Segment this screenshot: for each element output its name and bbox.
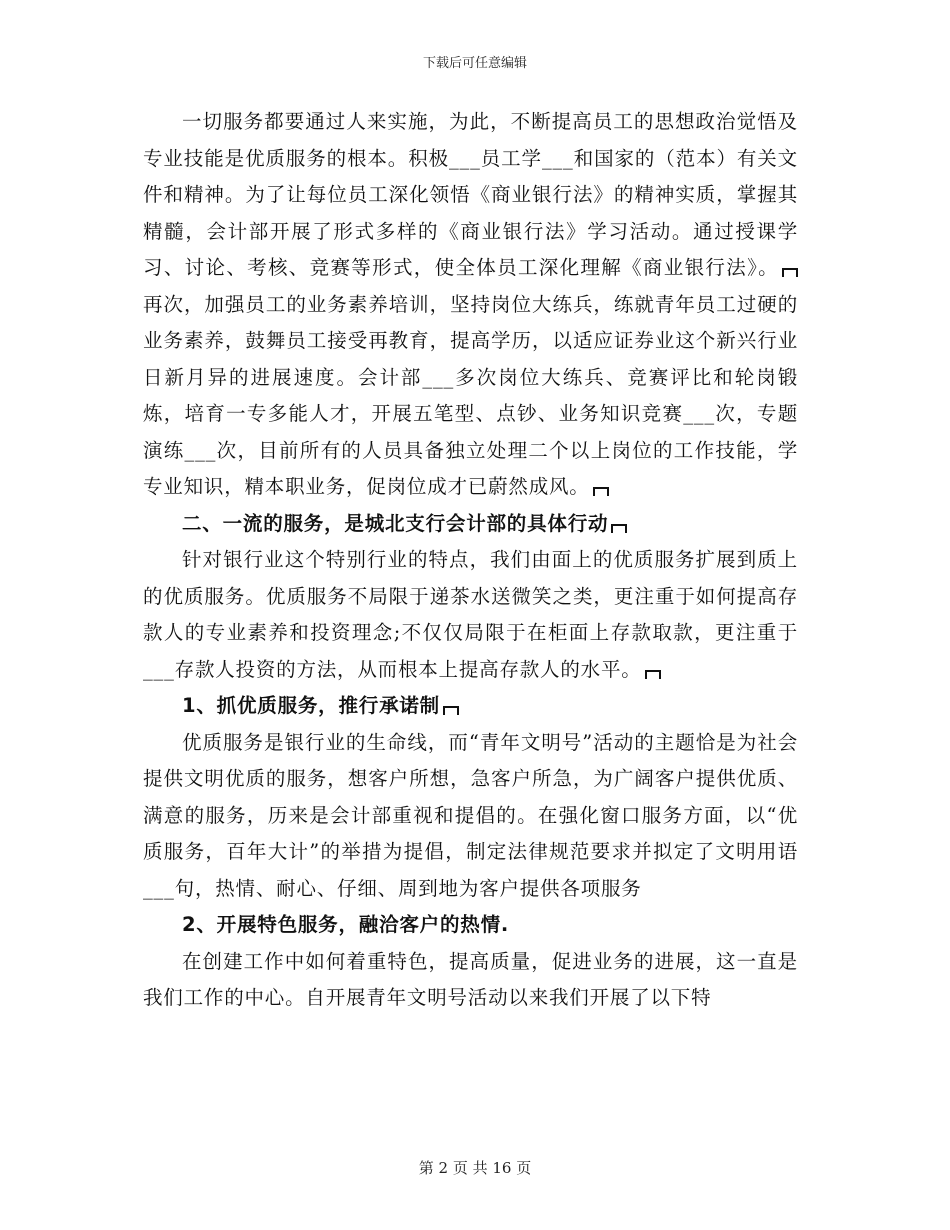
paragraph-text: 一切服务都要通过人来实施，为此，不断提高员工的思想政治觉悟及专业技能是优质服务的根本。积极___员工学___和国家的（范本）有关文件和精神。为了让每位员工深化领悟《商业银行法》的精神实质，掌握其精髓，会计部开展了形式多样的《商业银行法》学习活动。通过授课学习、讨论、考核、竞赛等形式，使全体员工深化理解《商业银行法》。 — [143, 110, 798, 279]
page-number: 第 2 页 共 16 页 — [418, 1159, 532, 1177]
paragraph-text: 在创建工作中如何着重特色，提高质量，促进业务的进展，这一直是我们工作的中心。自开展青年文明号活动以来我们开展了以下特 — [143, 949, 798, 1009]
heading-text: 2、开展特色服务，融洽客户的热情. — [182, 913, 510, 936]
section-heading-commitment — [143, 688, 798, 725]
document-body — [143, 104, 798, 1017]
paragraph-text: 优质服务是银行业的生命线，而“青年文明号”活动的主题恰是为社会提供文明优质的服务，想客户所想，急客户所急，为广阔客户提供优质、满意的服务，历来是会计部重视和提倡的。在强化窗口服务方面，以“优质服务，百年大计”的举措为提倡，制定法律规范要求并拟定了文明用语___句，热情、耐心、仔细、周到地为客户提供各项服务 — [143, 730, 798, 900]
heading-text: 二、一流的服务，是城北支行会计部的具体行动 — [182, 511, 609, 535]
paragraph-text: 再次，加强员工的业务素养培训，坚持岗位大练兵，练就青年员工过硬的业务素养，鼓舞员工接受再教育，提高学历，以适应证券业这个新兴行业日新月异的进展速度。会计部___多次岗位大练兵、竞赛评比和轮岗锻炼，培育一专多能人才，开展五笔型、点钞、业务知识竞赛___次，专题演练___次，目前所有的人员具备独立处理二个以上岗位的工作技能，学专业知识，精本职业务，促岗位成才已蔚然成风。 — [143, 292, 798, 498]
paragraph-mark-icon — [782, 268, 798, 277]
paragraph-mark-icon — [593, 487, 609, 496]
page-header: 下载后可任意编辑 — [422, 56, 527, 71]
paragraph-staff-training — [143, 104, 798, 506]
paragraph-mark-icon — [611, 524, 627, 533]
paragraph-mark-icon — [645, 670, 661, 679]
section-heading-special-service — [143, 907, 798, 944]
paragraph-text: 针对银行业这个特别行业的特点，我们由面上的优质服务扩展到质上的优质服务。优质服务不局限于递茶水送微笑之类，更注重于如何提高存款人的专业素养和投资理念;不仅仅局限于在柜面上存款取款，更注重于___存款人投资的方法，从而根本上提高存款人的水平。 — [143, 548, 798, 681]
paragraph-quality-service — [143, 725, 798, 908]
heading-text: 1、抓优质服务，推行承诺制 — [182, 694, 440, 717]
paragraph-service-scope — [143, 542, 798, 688]
section-heading-service — [143, 506, 798, 543]
paragraph-mark-icon — [443, 706, 459, 715]
paragraph-special-service — [143, 944, 798, 1017]
